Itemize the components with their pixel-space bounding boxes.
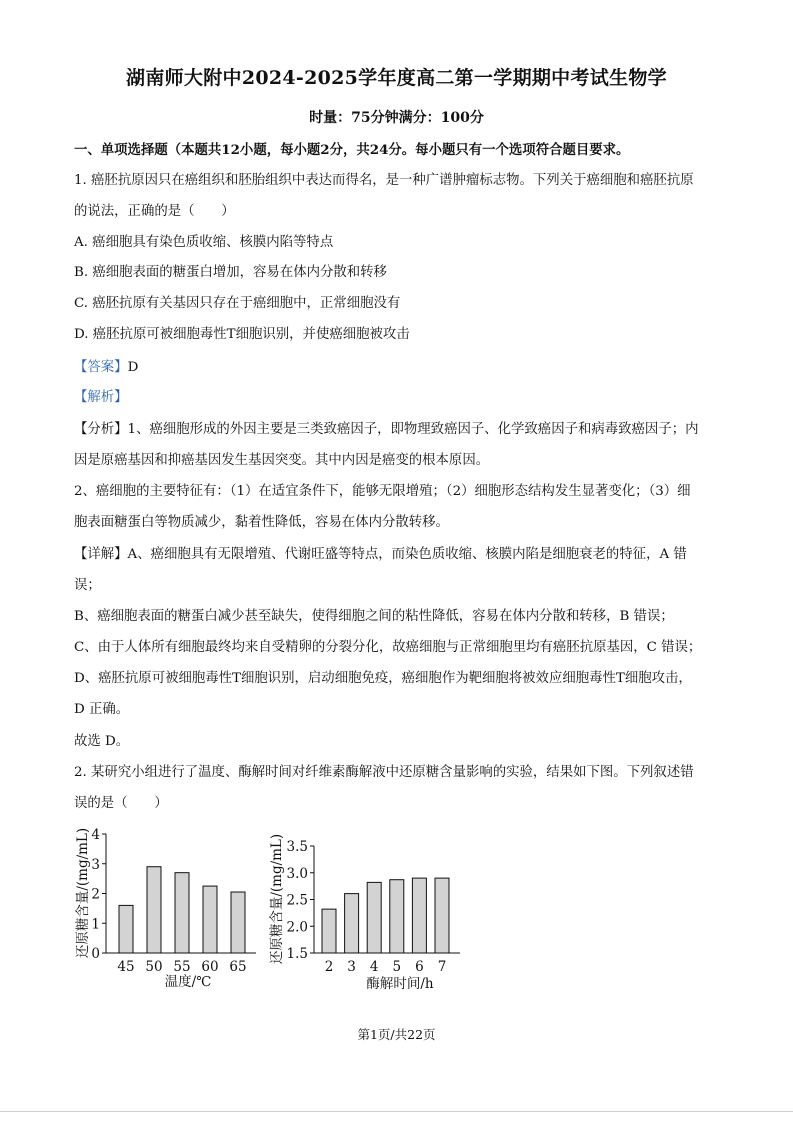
y-tick-label: 0: [91, 946, 100, 962]
q1-option-c: C. 癌胚抗原有关基因只存在于癌细胞中，正常细胞没有: [74, 296, 401, 311]
x-tick-labels: [325, 959, 447, 975]
y-tick-label: 1.5: [286, 946, 308, 962]
bars: [119, 867, 245, 953]
exam-duration-score: 时量：75分钟满分：100分: [309, 110, 484, 126]
explanation-line: B、癌细胞表面的糖蛋白减少甚至缺失，使得细胞之间的粘性降低，容易在体内分散和转移，B 错误；: [74, 609, 674, 624]
y-tick-label: 1: [91, 916, 100, 933]
y-ticks: [91, 827, 106, 962]
q1-answer: [74, 359, 138, 377]
q1-option-d: D. 癌胚抗原可被细胞毒性T细胞识别，并使癌细胞被攻击: [74, 327, 410, 342]
x-tick-label: 7: [437, 959, 447, 975]
explanation-line: 2、癌细胞的主要特征有：（1）在适宜条件下，能够无限增殖；（2）细胞形态结构发生显著变化；（3）细: [74, 484, 691, 499]
bar-3: [345, 894, 359, 953]
bar-5: [390, 880, 404, 953]
bar-50: [147, 867, 161, 953]
y-axis-label: 还原糖含量/(mg/mL): [269, 833, 285, 965]
explanation-line: 因是原癌基因和抑癌基因发生基因突变。其中内因是癌变的根本原因。: [74, 453, 490, 468]
q2-stem-line2: 误的是（ ）: [74, 796, 168, 811]
x-tick-label: 55: [173, 959, 191, 975]
x-tick-label: 4: [369, 959, 379, 975]
answer-value: D: [127, 360, 139, 375]
q1-stem-line1: 1. 癌胚抗原因只在癌组织和胚胎组织中表达而得名，是一种广谱肿瘤标志物。下列关于癌细胞和癌胚抗原: [74, 173, 694, 188]
q1-option-a: A. 癌细胞具有染色质收缩、核膜内陷等特点: [74, 235, 334, 250]
x-tick-label: 3: [347, 959, 356, 975]
q1-option-b: B. 癌细胞表面的糖蛋白增加，容易在体内分散和转移: [74, 265, 387, 280]
x-tick-label: 60: [201, 959, 219, 975]
explanation-line: D 正确。: [74, 702, 130, 717]
x-tick-label: 50: [145, 959, 163, 975]
explanation-line: 【详解】A、癌细胞具有无限增殖、代谢旺盛等特点，而染色质收缩、核膜内陷是细胞衰老的特征，A 错: [74, 547, 687, 562]
explanation-line: D、癌胚抗原可被细胞毒性T细胞识别，启动细胞免疫，癌细胞作为靶细胞将被效应细胞毒性T细胞攻击，: [74, 671, 692, 686]
bars: [322, 878, 449, 953]
x-tick-label: 45: [117, 959, 135, 975]
bar-45: [119, 905, 133, 953]
bar-7: [435, 878, 449, 953]
explanation-line: 【分析】1、癌细胞形成的外因主要是三类致癌因子，即物理致癌因子、化学致癌因子和病毒致癌因子；内: [74, 422, 699, 437]
explanation-line: 故选 D。: [74, 734, 130, 749]
x-axis-label: 酶解时间/h: [366, 976, 434, 992]
chart-time: [268, 834, 468, 1004]
bar-55: [175, 873, 189, 953]
y-axis-label: 还原糖含量/(mg/mL): [75, 827, 91, 959]
analysis-tag: 【解析】: [74, 390, 128, 405]
explanation-line: 胞表面糖蛋白等物质减少，黏着性降低，容易在体内分散转移。: [74, 515, 449, 530]
y-tick-label: 4: [91, 827, 100, 843]
answer-tag: 【答案】: [74, 360, 128, 375]
bar-4: [367, 882, 381, 953]
y-tick-label: 3.5: [286, 839, 308, 855]
bar-60: [203, 886, 217, 953]
y-ticks: [287, 839, 314, 962]
chart-temperature: [70, 826, 270, 996]
x-tick-label: 6: [415, 959, 424, 975]
y-tick-label: 3: [91, 856, 100, 873]
bar-65: [231, 892, 245, 953]
y-tick-label: 2.0: [286, 919, 308, 936]
x-tick-label: 65: [229, 959, 247, 975]
explanation-line: 误；: [74, 578, 101, 593]
page-number: 第1页/共22页: [357, 1027, 436, 1042]
page-title: 湖南师大附中2024-2025学年度高二第一学期期中考试生物学: [126, 67, 667, 89]
y-tick-label: 2: [91, 886, 100, 903]
x-tick-label: 2: [324, 959, 334, 975]
explanation-line: C、由于人体所有细胞最终均来自受精卵的分裂分化，故癌细胞与正常细胞里均有癌胚抗原基因，C 错误；: [74, 640, 702, 655]
x-axis-label: 温度/℃: [164, 974, 212, 990]
bar-6: [412, 878, 426, 953]
x-tick-label: 5: [392, 959, 402, 975]
bar-2: [322, 909, 336, 953]
q1-stem-line2: 的说法，正确的是（ ）: [74, 204, 235, 219]
q2-stem-line1: 2. 某研究小组进行了温度、酶解时间对纤维素酶解液中还原糖含量影响的实验，结果如下图。下列叙述错: [74, 765, 694, 780]
section-heading: 一、单项选择题（本题共12小题，每小题2分，共24分。每小题只有一个选项符合题目要求。: [74, 142, 630, 158]
x-tick-labels: [117, 959, 246, 975]
y-tick-label: 2.5: [286, 892, 308, 909]
y-tick-label: 3.0: [286, 865, 308, 882]
bottom-divider: [0, 1111, 793, 1112]
